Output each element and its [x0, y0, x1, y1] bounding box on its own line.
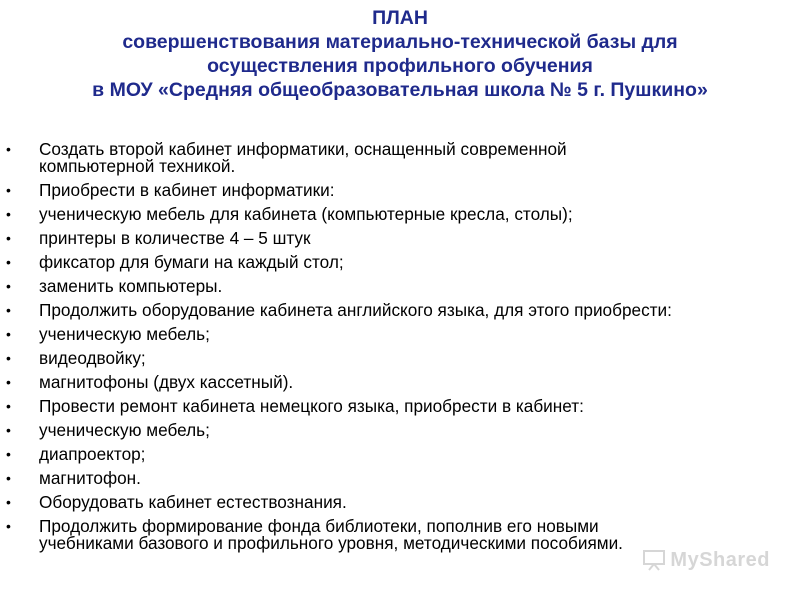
- list-item: [0, 326, 800, 343]
- list-item-text: Продолжить оборудование кабинета английского языка, для этого приобрести:: [39, 300, 672, 320]
- list-item: [0, 518, 800, 552]
- bullet-icon: •: [6, 254, 11, 270]
- bullet-icon: •: [6, 302, 11, 318]
- list-item-text: Создать второй кабинет информатики, оснащенный современной: [39, 139, 567, 159]
- list-item-text: магнитофоны (двух кассетный).: [39, 372, 294, 392]
- list-item-text: принтеры в количестве 4 – 5 штук: [39, 228, 311, 248]
- bullet-icon: •: [6, 278, 11, 294]
- list-item-text: Приобрести в кабинет информатики:: [39, 180, 335, 200]
- bullet-list: [0, 141, 800, 559]
- list-item-text: Продолжить формирование фонда библиотеки, пополнив его новыми: [39, 516, 599, 536]
- title-line-1: ПЛАН: [372, 7, 428, 29]
- list-item: [0, 446, 800, 463]
- list-item-text: диапроектор;: [39, 444, 146, 464]
- title-line-2: совершенствования материально-технической базы для: [122, 31, 678, 53]
- title-line-3: осуществления профильного обучения: [207, 55, 593, 77]
- list-item: [0, 141, 800, 175]
- list-item: [0, 494, 800, 511]
- list-item: [0, 206, 800, 223]
- list-item-text: фиксатор для бумаги на каждый стол;: [39, 252, 344, 272]
- list-item-text-continued: учебниками базового и профильного уровня, методическими пособиями.: [39, 533, 623, 553]
- bullet-icon: •: [6, 206, 11, 222]
- bullet-icon: •: [6, 494, 11, 510]
- list-item: [0, 422, 800, 439]
- bullet-icon: •: [6, 141, 11, 157]
- bullet-icon: •: [6, 230, 11, 246]
- list-item: [0, 398, 800, 415]
- list-item: [0, 302, 800, 319]
- bullet-icon: •: [6, 446, 11, 462]
- list-item: [0, 374, 800, 391]
- watermark-text: MyShared: [670, 548, 770, 571]
- list-item-text: заменить компьютеры.: [39, 276, 223, 296]
- presentation-screen-icon: [642, 548, 666, 572]
- list-item-text: ученическую мебель для кабинета (компьютерные кресла, столы);: [39, 204, 573, 224]
- list-item-text: магнитофон.: [39, 468, 141, 488]
- bullet-icon: •: [6, 518, 11, 534]
- slide-title: [0, 6, 800, 102]
- list-item: [0, 278, 800, 295]
- list-item: [0, 182, 800, 199]
- list-item-text: Оборудовать кабинет естествознания.: [39, 492, 347, 512]
- bullet-icon: •: [6, 422, 11, 438]
- list-item-text: ученическую мебель;: [39, 324, 210, 344]
- bullet-icon: •: [6, 398, 11, 414]
- watermark: [642, 548, 770, 572]
- list-item-text: видеодвойку;: [39, 348, 146, 368]
- bullet-icon: •: [6, 182, 11, 198]
- list-item: [0, 470, 800, 487]
- list-item-text-continued: компьютерной техникой.: [39, 156, 236, 176]
- bullet-icon: •: [6, 374, 11, 390]
- bullet-icon: •: [6, 350, 11, 366]
- list-item-text: ученическую мебель;: [39, 420, 210, 440]
- bullet-icon: •: [6, 470, 11, 486]
- list-item: [0, 254, 800, 271]
- list-item: [0, 230, 800, 247]
- list-item-text: Провести ремонт кабинета немецкого языка, приобрести в кабинет:: [39, 396, 584, 416]
- title-line-4: в МОУ «Средняя общеобразовательная школа № 5 г. Пушкино»: [92, 79, 708, 101]
- bullet-icon: •: [6, 326, 11, 342]
- list-item: [0, 350, 800, 367]
